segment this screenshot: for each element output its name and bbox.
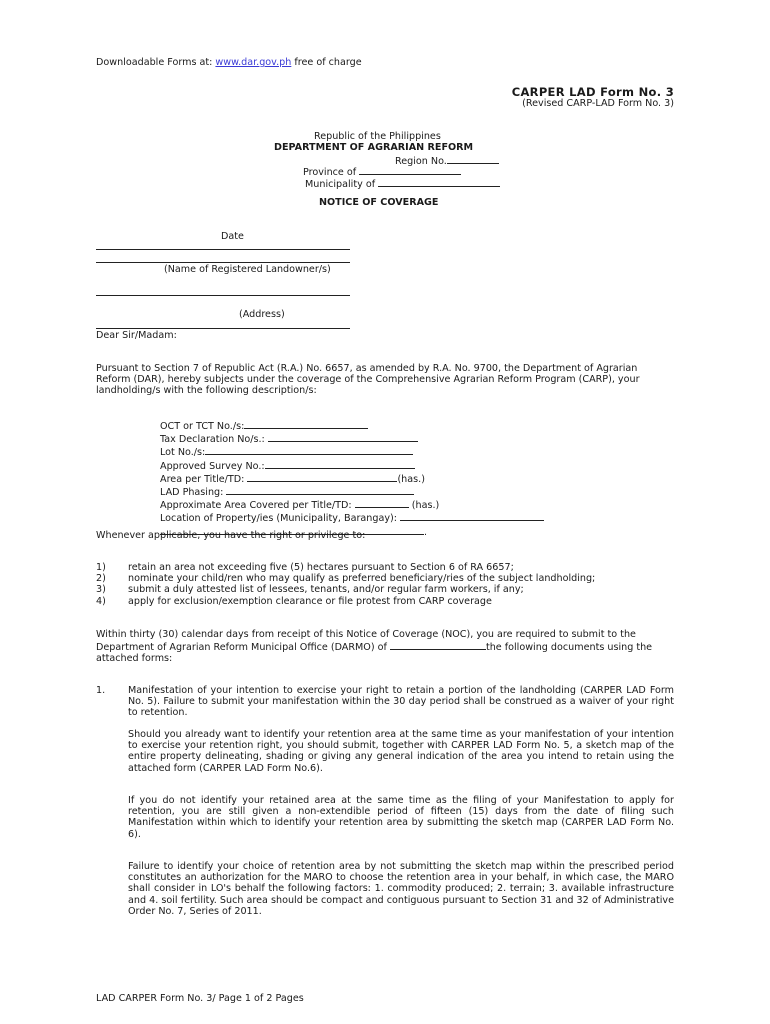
oct-tct-input[interactable]: [244, 419, 368, 429]
downloadable-suffix: free of charge: [291, 57, 362, 68]
department-name: DEPARTMENT OF AGRARIAN REFORM: [274, 142, 474, 153]
rights-intro: Whenever applicable, you have the right or privilege to:: [96, 530, 366, 541]
field-area-per-title: [160, 472, 600, 485]
field-label: Lot No./s:: [160, 447, 206, 459]
province-input[interactable]: [359, 165, 461, 175]
field-approx-area: [160, 498, 600, 511]
rights-item-text: apply for exclusion/exemption clearance or file protest from CARP coverage: [128, 595, 492, 607]
approx-area-input[interactable]: [355, 498, 409, 508]
address-label: (Address): [239, 309, 285, 320]
tax-declaration-input[interactable]: [268, 432, 418, 442]
submission-paragraph: [96, 629, 656, 665]
lad-phasing-input[interactable]: [226, 485, 414, 495]
rights-item-text: nominate your child/ren who may qualify as preferred beneficiary/ries of the subject landholding;: [128, 573, 596, 585]
downloadable-prefix: Downloadable Forms at:: [96, 57, 216, 68]
item-number: 1.: [96, 685, 106, 696]
field-suffix: (has.): [397, 473, 425, 485]
republic-label: Republic of the Philippines: [314, 131, 441, 142]
rights-item-text: retain an area not exceeding five (5) hectares pursuant to Section 6 of RA 6657;: [128, 562, 514, 573]
field-suffix: (has.): [408, 500, 440, 512]
field-label: Approximate Area Covered per Title/TD:: [160, 500, 355, 512]
landowner-name-label: (Name of Registered Landowner/s): [164, 264, 331, 275]
field-lot-no: [160, 445, 600, 458]
field-label: OCT or TCT No./s:: [160, 421, 245, 432]
salutation: Dear Sir/Madam:: [96, 330, 177, 341]
field-label: Approved Survey No.:: [160, 460, 265, 472]
municipality-input[interactable]: [378, 177, 500, 187]
rights-item: [96, 596, 676, 607]
rights-item-text: submit a duly attested list of lessees, tenants, and/or regular farm workers, if any;: [128, 584, 524, 596]
municipality-label: Municipality of: [305, 179, 376, 190]
submission-text-2: the following documents using the attached forms:: [96, 642, 653, 665]
field-location: [160, 511, 600, 524]
address-line-2[interactable]: [96, 328, 350, 329]
date-line[interactable]: [96, 249, 350, 250]
description-fields: [160, 419, 600, 538]
rights-item-number: 4): [96, 595, 106, 607]
rights-item: [96, 573, 676, 584]
field-tax-declaration: [160, 432, 600, 445]
field-lad-phasing: [160, 485, 600, 498]
address-line[interactable]: [96, 295, 350, 296]
province-label: Province of: [303, 167, 357, 178]
page-footer: LAD CARPER Form No. 3/ Page 1 of 2 Pages: [96, 993, 304, 1004]
rights-item: [96, 584, 676, 595]
lot-no-input[interactable]: [205, 445, 413, 455]
field-label: Area per Title/TD:: [160, 473, 248, 485]
municipality-field: [305, 177, 500, 190]
region-label: Region No.: [395, 156, 447, 167]
darmo-location-input[interactable]: [390, 640, 486, 650]
item-paragraph-manifestation: Manifestation of your intention to exercise your right to retain a portion of the landholding (CARPER LAD Form No. 5). Failure to submit your manifestation within the 30 day period shall be construed as a waiver of your right to retention.: [128, 685, 674, 719]
field-oct-tct: [160, 419, 600, 432]
landowner-name-line[interactable]: [96, 262, 350, 263]
field-approved-survey: [160, 459, 600, 472]
notice-title: NOTICE OF COVERAGE: [319, 197, 439, 208]
field-label: Location of Property/ies (Municipality, Barangay):: [160, 513, 401, 525]
date-label: Date: [221, 231, 244, 242]
rights-item-number: 3): [96, 584, 106, 596]
rights-list: [96, 562, 676, 607]
item-paragraph-maro-authorization: Failure to identify your choice of retention area by not submitting the sketch map within the prescribed period constitutes an authorization for the MARO to choose the retention area in your behalf, in which case, the MARO shall consider in LO's behalf the following factors: 1. commodity produced; 2. terrain; 3. available infrastructure and 4. soil fertility. Such area should be compact and contiguous pursuant to Section 31 and 32 of Administrative Order No. 7, Series of 2011.: [128, 861, 674, 917]
location-line-end: .: [424, 526, 428, 538]
submission-text-1: Within thirty (30) calendar days from receipt of this Notice of Coverage (NOC), you are required to submit to the Department of Agrarian Reform Municipal Office (DARMO) of: [96, 629, 636, 654]
form-title: CARPER LAD Form No. 3: [511, 85, 674, 99]
field-label: Tax Declaration No/s.:: [160, 434, 268, 446]
area-per-title-input[interactable]: [247, 472, 397, 482]
approved-survey-input[interactable]: [265, 459, 415, 469]
downloadable-forms-note: [96, 57, 362, 68]
rights-item-number: 2): [96, 573, 106, 585]
form-subtitle: (Revised CARP-LAD Form No. 3): [522, 98, 674, 109]
region-input[interactable]: [447, 154, 499, 164]
rights-item-number: 1): [96, 562, 106, 573]
dar-website-link[interactable]: www.dar.gov.ph: [215, 57, 292, 68]
field-label: LAD Phasing:: [160, 487, 227, 499]
location-input[interactable]: [400, 511, 544, 521]
rights-item: [96, 562, 676, 573]
item-paragraph-retention-period: If you do not identify your retained area at the same time as the filing of your Manifestation to apply for retention, you are still given a non-extendible period of fifteen (15) days from the date of filing such Manifestation within which to identify your retention area by submitting the sketch map (CARPER LAD Form No. 6).: [128, 795, 674, 840]
intro-paragraph: Pursuant to Section 7 of Republic Act (R.A.) No. 6657, as amended by R.A. No. 9700, the Department of Agrarian Reform (DAR), hereby subjects under the coverage of the Comprehensive Agrarian Reform Program (CARP), your landholding/s with the following description/s:: [96, 363, 640, 397]
item-paragraph-sketch-map: Should you already want to identify your retention area at the same time as your manifestation of your intention to exercise your retention right, you should submit, together with CARPER LAD Form No. 5, a sketch map of the entire property delineating, shading or giving any general indication of the area you intend to retain using the attached form (CARPER LAD Form No.6).: [128, 729, 674, 774]
